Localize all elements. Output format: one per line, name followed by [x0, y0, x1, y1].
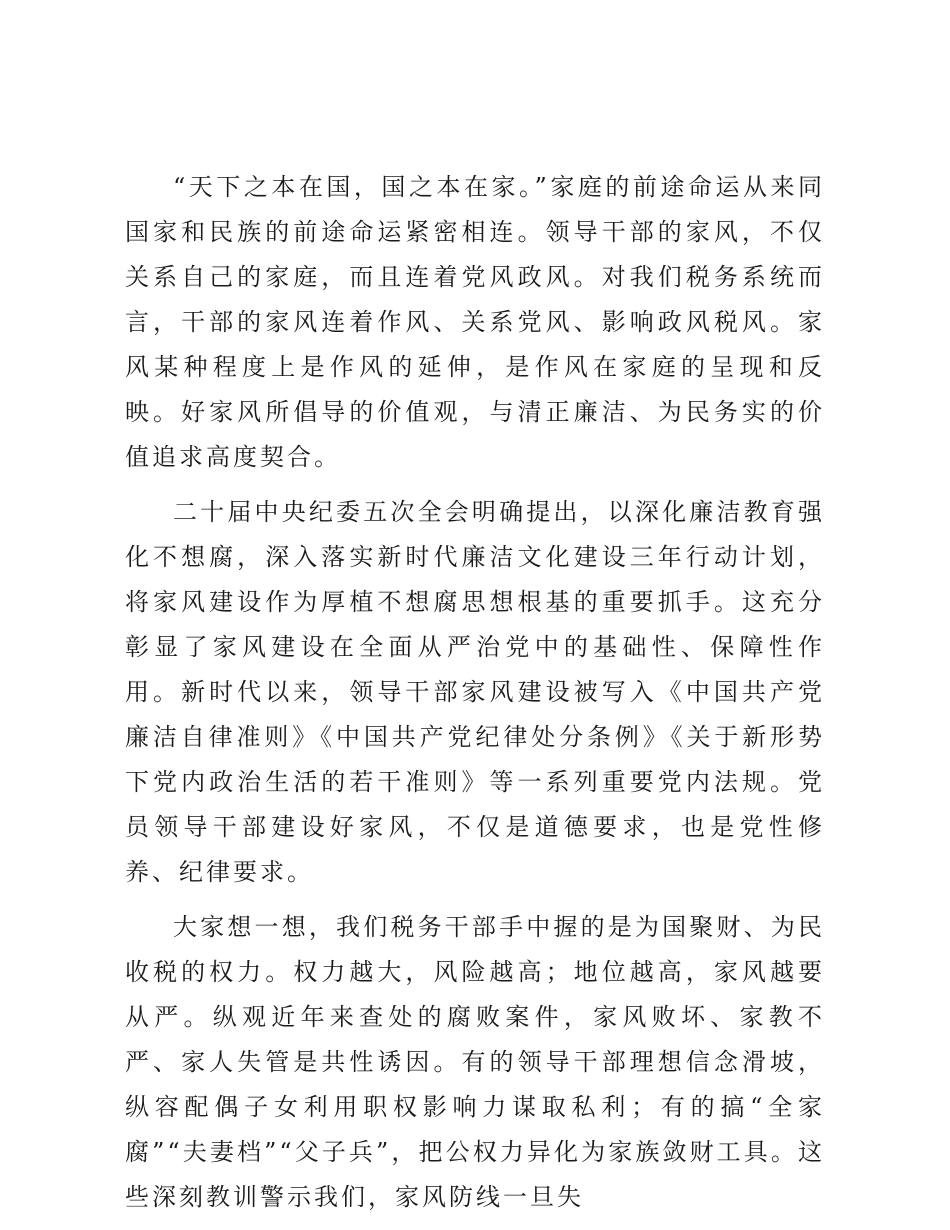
paragraph-3: 大家想一想，我们税务干部手中握的是为国聚财、为民收税的权力。权力越大，风险越高；地位越高，家风越要从严。纵观近年来查处的腐败案件，家风败坏、家教不严、家人失管是共性诱因。有的领导干部理想信念滑坡，纵容配偶子女利用职权影响力谋取私利；有的搞“全家腐”“夫妻档”“父子兵”，把公权力异化为家族敛财工具。这些深刻教训警示我们，家风防线一旦失: [125, 913, 825, 1211]
paragraph-spacer: [125, 895, 825, 905]
paragraph-2: 二十届中央纪委五次全会明确提出，以深化廉洁教育强化不想腐，深入落实新时代廉洁文化建设三年行动计划，将家风建设作为厚植不想腐思想根基的重要抓手。这充分彰显了家风建设在全面从严治党中的基础性、保障性作用。新时代以来，领导干部家风建设被写入《中国共产党廉洁自律准则》《中国共产党纪律处分条例》《关于新形势下党内政治生活的若干准则》等一系列重要党内法规。党员领导干部建设好家风，不仅是道德要求，也是党性修养、纪律要求。: [125, 498, 825, 886]
document-body: [125, 165, 825, 1220]
paragraph-1: “天下之本在国，国之本在家。”家庭的前途命运从来同国家和民族的前途命运紧密相连。领导干部的家风，不仅关系自己的家庭，而且连着党风政风。对我们税务系统而言，干部的家风连着作风、关系党风、影响政风税风。家风某种程度上是作风的延伸，是作风在家庭的呈现和反映。好家风所倡导的价值观，与清正廉洁、为民务实的价值追求高度契合。: [125, 173, 825, 471]
paragraph-spacer: [125, 480, 825, 490]
